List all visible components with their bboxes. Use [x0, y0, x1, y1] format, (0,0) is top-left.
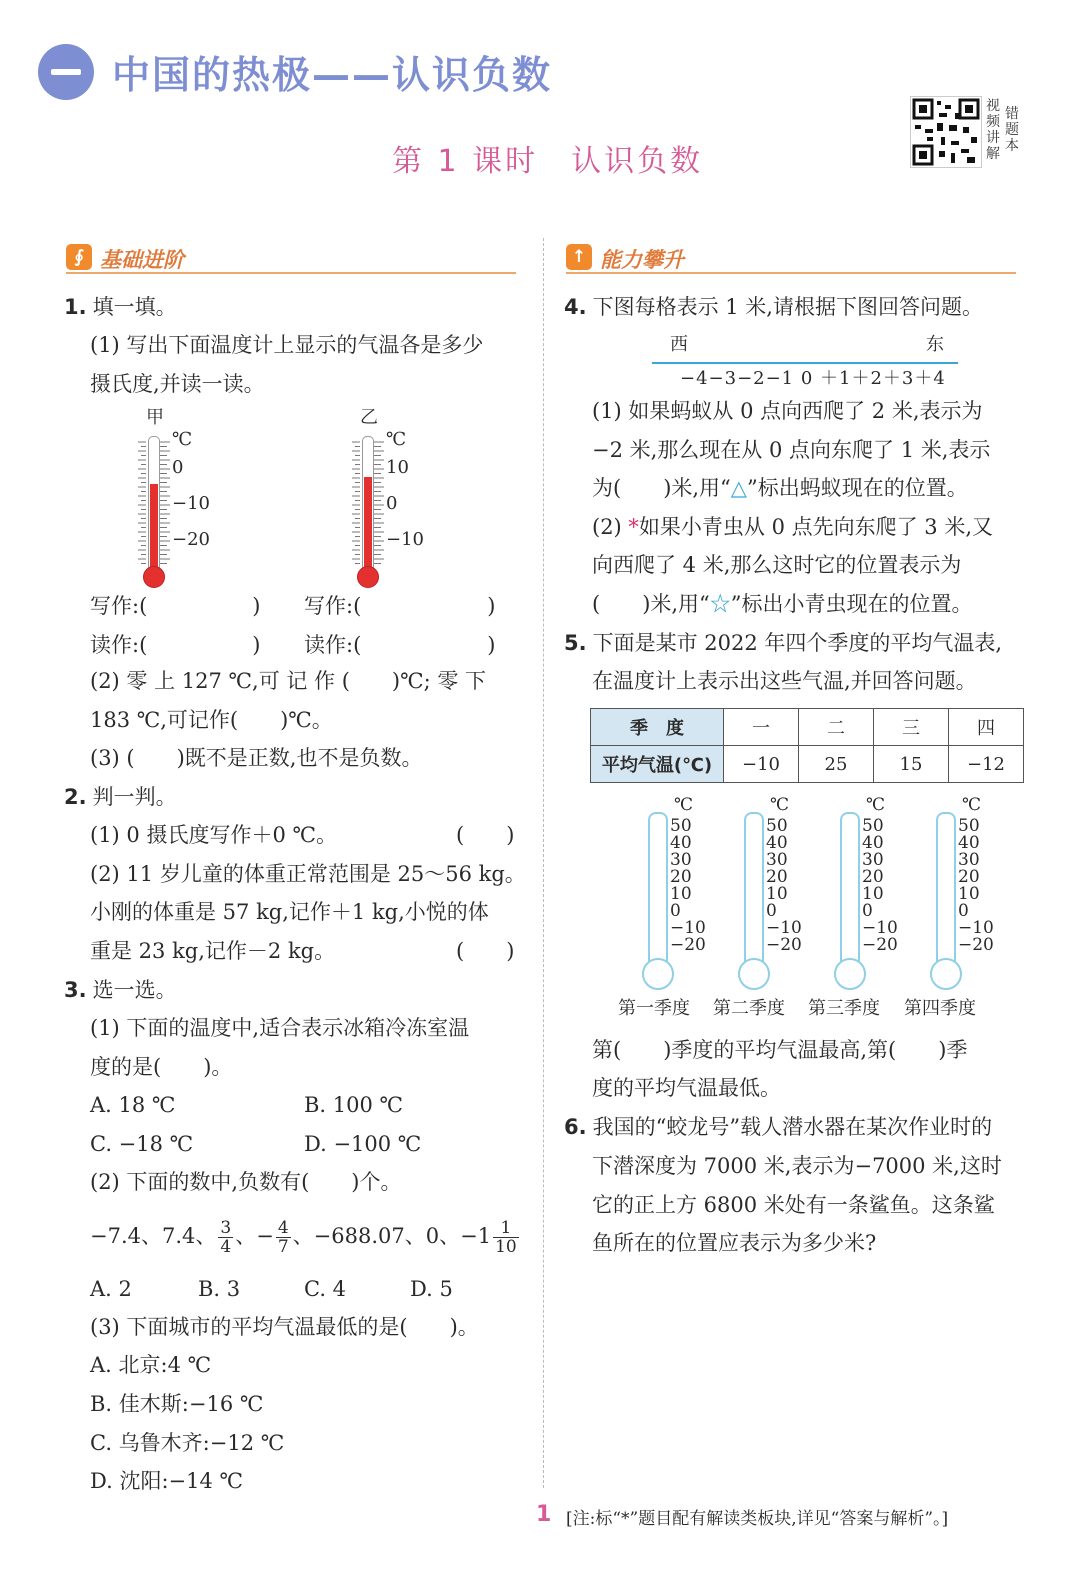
table-header-cell: 季 度 — [591, 709, 724, 746]
q1-read-b[interactable]: 读作:( ) — [304, 633, 496, 657]
q6-line4: 鱼所在的位置应表示为多少米? — [592, 1231, 877, 1255]
q3-title: 选一选。 — [92, 978, 177, 1002]
season-label-1: 第一季度 — [618, 998, 690, 1019]
qr-code-icon — [911, 97, 981, 167]
season-thermometer-tick-label: 40 — [670, 833, 692, 853]
q1-p2-line1[interactable]: (2) 零 上 127 ℃,可 记 作 ( )℃; 零 下 — [90, 669, 487, 693]
footer-note: [注:标“*”题目配有解读类板块,详见“答案与解析”。] — [566, 1509, 949, 1529]
season-thermometer-tick-label: 40 — [766, 833, 788, 853]
q2-number: 2. — [64, 785, 87, 809]
table-header-cell: 二 — [799, 709, 874, 746]
q2-title: 判一判。 — [92, 785, 177, 809]
season-thermometer-tick-label: 30 — [862, 850, 884, 870]
q3-p2-option-d[interactable]: D. 5 — [410, 1277, 453, 1301]
q1-p2-line2[interactable]: 183 ℃,可记作( )℃。 — [90, 708, 333, 732]
q3-p3[interactable]: (3) 下面城市的平均气温最低的是( )。 — [90, 1315, 479, 1339]
q2-p1: (1) 0 摄氏度写作＋0 ℃。 — [90, 823, 337, 847]
q3-p1-option-c[interactable]: C. −18 ℃ — [90, 1132, 194, 1156]
table-row — [591, 746, 1024, 783]
season-thermometer-tube[interactable] — [744, 812, 764, 964]
q3-p2-option-a[interactable]: A. 2 — [90, 1277, 132, 1301]
q4-p1-line3[interactable] — [592, 473, 968, 503]
season-thermometer-tick-label: 0 — [862, 901, 873, 921]
fraction-3-4: $\frac{3}{4}$ — [220, 1218, 232, 1257]
season-thermometer-tick-label: −20 — [670, 935, 706, 955]
season-thermometer-unit: ℃ — [770, 795, 790, 815]
q3-nums-b: 、−688.07、0、−1 — [292, 1224, 492, 1248]
unit-number-badge — [38, 44, 94, 100]
q2-p2-line2: 小刚的体重是 57 kg,记作＋1 kg,小悦的体 — [90, 900, 489, 924]
season-thermometer-tick-label: 40 — [958, 833, 980, 853]
table-cell: 25 — [799, 746, 874, 783]
q5-title-line2: 在温度计上表示出这些气温,并回答问题。 — [592, 669, 977, 693]
q6-line1: 我国的“蛟龙号”载人潜水器在某次作业时的 — [592, 1115, 993, 1139]
q6-line3: 它的正上方 6800 米处有一条鲨鱼。这条鲨 — [592, 1193, 995, 1217]
advanced-section-rule — [566, 272, 1016, 274]
number-line-labels: −4−3−2−1 0 ＋1＋2＋3＋4 — [680, 368, 946, 389]
q2-heading — [64, 782, 177, 812]
season-thermometer-tick-label: 0 — [958, 901, 969, 921]
q4-p2-line1 — [592, 512, 993, 542]
season-thermometer-tick-label: 10 — [862, 884, 884, 904]
season-label-4: 第四季度 — [904, 998, 976, 1019]
q1-p1-line2: 摄氏度,并读一读。 — [90, 372, 265, 396]
season-thermometer-tick-label: 40 — [862, 833, 884, 853]
qr-label-video: 视频讲解 — [986, 98, 1000, 162]
q2-p2-line3: 重是 23 kg,记作－2 kg。 — [90, 939, 336, 963]
table-header-cell: 四 — [949, 709, 1024, 746]
q4-p2-line3b: ”标出小青虫现在的位置。 — [730, 592, 973, 616]
season-thermometer-tick-label: −10 — [862, 918, 898, 938]
season-thermometer-tick-label: 50 — [670, 816, 692, 836]
season-thermometer-unit: ℃ — [866, 795, 886, 815]
season-thermometer-tube[interactable] — [840, 812, 860, 964]
q6-number: 6. — [564, 1115, 587, 1139]
therm-a-label-0: 0 — [172, 457, 184, 478]
q3-p2[interactable]: (2) 下面的数中,负数有( )个。 — [90, 1170, 402, 1194]
therm-b-ticks — [352, 436, 384, 576]
q4-p2-line2: 向西爬了 4 米,那么这时它的位置表示为 — [592, 553, 962, 577]
q3-p2-option-b[interactable]: B. 3 — [198, 1277, 241, 1301]
q4-east-label: 东 — [926, 334, 944, 355]
season-thermometer-tube[interactable] — [936, 812, 956, 964]
q1-title: 填一填。 — [92, 295, 177, 319]
basic-section-title: 基础进阶 — [100, 248, 184, 272]
season-thermometer-tick-label: 50 — [958, 816, 980, 836]
q1-write-b[interactable]: 写作:( ) — [304, 594, 496, 618]
q3-nums-a: −7.4、7.4、 — [90, 1224, 217, 1248]
unit-title: 中国的热极——认识负数 — [112, 53, 553, 97]
season-thermometer-tick-label: 20 — [958, 867, 980, 887]
q5-answer-line2: 度的平均气温最低。 — [592, 1076, 781, 1100]
table-cell: −10 — [724, 746, 799, 783]
season-thermometer-bulb — [642, 958, 674, 990]
q5-title-line1: 下面是某市 2022 年四个季度的平均气温表, — [592, 631, 1003, 655]
therm-a-ticks — [138, 436, 170, 576]
q4-p1-line2: −2 米,那么现在从 0 点向东爬了 1 米,表示 — [592, 438, 991, 462]
q3-p1-line2[interactable]: 度的是( )。 — [90, 1055, 233, 1079]
q5-number: 5. — [564, 631, 587, 655]
q3-p3-option-a[interactable]: A. 北京:4 ℃ — [90, 1353, 212, 1377]
season-thermometer-tick-label: −10 — [766, 918, 802, 938]
star-icon: ☆ — [709, 592, 731, 616]
q1-heading — [64, 292, 177, 322]
season-thermometer-tick-label: −10 — [670, 918, 706, 938]
q1-write-a[interactable]: 写作:( ) — [90, 594, 261, 618]
q3-p3-option-c[interactable]: C. 乌鲁木齐:−12 ℃ — [90, 1431, 285, 1455]
season-thermometer-unit: ℃ — [674, 795, 694, 815]
season-thermometer-tube[interactable] — [648, 812, 668, 964]
season-thermometer-bulb — [930, 958, 962, 990]
q1-p1-line1: (1) 写出下面温度计上显示的气温各是多少 — [90, 333, 484, 357]
season-thermometer-bulb — [834, 958, 866, 990]
therm-a-label-2: −20 — [172, 529, 210, 550]
q4-west-label: 西 — [670, 334, 688, 355]
basic-section-rule — [66, 272, 516, 274]
basic-section-icon: ∮ — [66, 244, 92, 270]
q3-p1-option-b[interactable]: B. 100 ℃ — [304, 1093, 404, 1117]
season-thermometer-tick-label: 50 — [862, 816, 884, 836]
qr-label-errors: 错题本 — [1005, 106, 1019, 154]
qr-code[interactable] — [910, 96, 982, 168]
page-number: 1 — [536, 1502, 552, 1527]
season-thermometer-tick-label: 30 — [766, 850, 788, 870]
season-thermometer-tick-label: −20 — [958, 935, 994, 955]
q2-p2-answer[interactable]: ( ) — [456, 939, 515, 963]
advanced-section-title: 能力攀升 — [600, 248, 684, 272]
q1-number: 1. — [64, 295, 87, 319]
q3-p3-option-d[interactable]: D. 沈阳:−14 ℃ — [90, 1469, 243, 1493]
q4-p1-line1: (1) 如果蚂蚁从 0 点向西爬了 2 米,表示为 — [592, 399, 983, 423]
table-cell: −12 — [949, 746, 1024, 783]
season-label-2: 第二季度 — [713, 998, 785, 1019]
q4-p2-line1b: 如果小青虫从 0 点先向东爬了 3 米,又 — [638, 515, 994, 539]
star-mark-icon: * — [628, 515, 639, 539]
season-thermometer-tick-label: 10 — [670, 884, 692, 904]
table-cell: 平均气温(℃) — [591, 746, 724, 783]
q4-p2-line3a[interactable]: ( )米,用“ — [592, 592, 710, 616]
q3-number: 3. — [64, 978, 87, 1002]
season-thermometer-tick-label: −20 — [862, 935, 898, 955]
q3-p3-option-b[interactable]: B. 佳木斯:−16 ℃ — [90, 1392, 264, 1416]
lesson-title: 第 1 课时 认识负数 — [392, 144, 704, 179]
season-thermometer-bulb — [738, 958, 770, 990]
season-thermometer-tick-label: 20 — [670, 867, 692, 887]
q4-p1-line3b: ”标出蚂蚁现在的位置。 — [746, 476, 968, 500]
q6-line2: 下潜深度为 7000 米,表示为−7000 米,这时 — [592, 1154, 1002, 1178]
q2-p1-answer[interactable]: ( ) — [456, 823, 515, 847]
season-thermometer-tick-label: 10 — [958, 884, 980, 904]
season-thermometer-unit: ℃ — [962, 795, 982, 815]
q5-answer-line1[interactable]: 第( )季度的平均气温最高,第( )季 — [592, 1038, 968, 1062]
season-label-3: 第三季度 — [808, 998, 880, 1019]
season-thermometer-tick-label: 50 — [766, 816, 788, 836]
therm-a-unit: ℃ — [172, 429, 193, 450]
q3-p2-option-c[interactable]: C. 4 — [304, 1277, 347, 1301]
fraction-1-10: $\frac{1}{10}$ — [495, 1218, 517, 1257]
season-thermometer-tick-label: 10 — [766, 884, 788, 904]
q3-p1-line1: (1) 下面的温度中,适合表示冰箱冷冻室温 — [90, 1016, 470, 1040]
triangle-icon: △ — [730, 476, 747, 500]
q6-heading — [564, 1112, 992, 1142]
therm-b-name: 乙 — [360, 407, 378, 428]
q2-p2-line1: (2) 11 岁儿童的体重正常范围是 25～56 kg。 — [90, 862, 526, 886]
table-header-cell: 一 — [724, 709, 799, 746]
q4-p2-prefix: (2) — [592, 515, 629, 539]
column-divider — [543, 238, 544, 1488]
q4-heading — [564, 292, 983, 322]
season-thermometer-tick-label: 0 — [766, 901, 777, 921]
therm-b-label-0: 10 — [386, 457, 409, 478]
season-thermometer-tick-label: 0 — [670, 901, 681, 921]
q4-p1-line3a[interactable]: 为( )米,用“ — [592, 476, 731, 500]
q3-p1-option-d[interactable]: D. −100 ℃ — [304, 1132, 422, 1156]
q3-heading — [64, 975, 177, 1005]
season-thermometer-tick-label: 30 — [958, 850, 980, 870]
q3-sep: 、− — [235, 1224, 274, 1248]
season-thermometer-tick-label: −20 — [766, 935, 802, 955]
advanced-section-icon: ↑ — [566, 244, 592, 270]
table-header-cell: 三 — [874, 709, 949, 746]
q4-title: 下图每格表示 1 米,请根据下图回答问题。 — [592, 295, 983, 319]
therm-b-label-2: −10 — [386, 529, 424, 550]
temperature-table — [590, 708, 1024, 783]
season-thermometer-tick-label: 30 — [670, 850, 692, 870]
table-cell: 15 — [874, 746, 949, 783]
fraction-4-7: $\frac{4}{7}$ — [277, 1218, 289, 1257]
q1-read-a[interactable]: 读作:( ) — [90, 633, 261, 657]
season-thermometer-tick-label: 20 — [862, 867, 884, 887]
q3-p1-option-a[interactable]: A. 18 ℃ — [90, 1093, 176, 1117]
table-row — [591, 709, 1024, 746]
q3-p2-numbers — [90, 1210, 521, 1262]
therm-a-name: 甲 — [146, 407, 164, 428]
therm-a-label-1: −10 — [172, 493, 210, 514]
q4-number: 4. — [564, 295, 587, 319]
q4-p2-line3[interactable] — [592, 589, 973, 619]
therm-b-label-1: 0 — [386, 493, 398, 514]
therm-b-unit: ℃ — [386, 429, 407, 450]
q1-p3[interactable]: (3) ( )既不是正数,也不是负数。 — [90, 746, 423, 770]
season-thermometer-tick-label: 20 — [766, 867, 788, 887]
season-thermometer-tick-label: −10 — [958, 918, 994, 938]
q5-heading — [564, 628, 1002, 658]
